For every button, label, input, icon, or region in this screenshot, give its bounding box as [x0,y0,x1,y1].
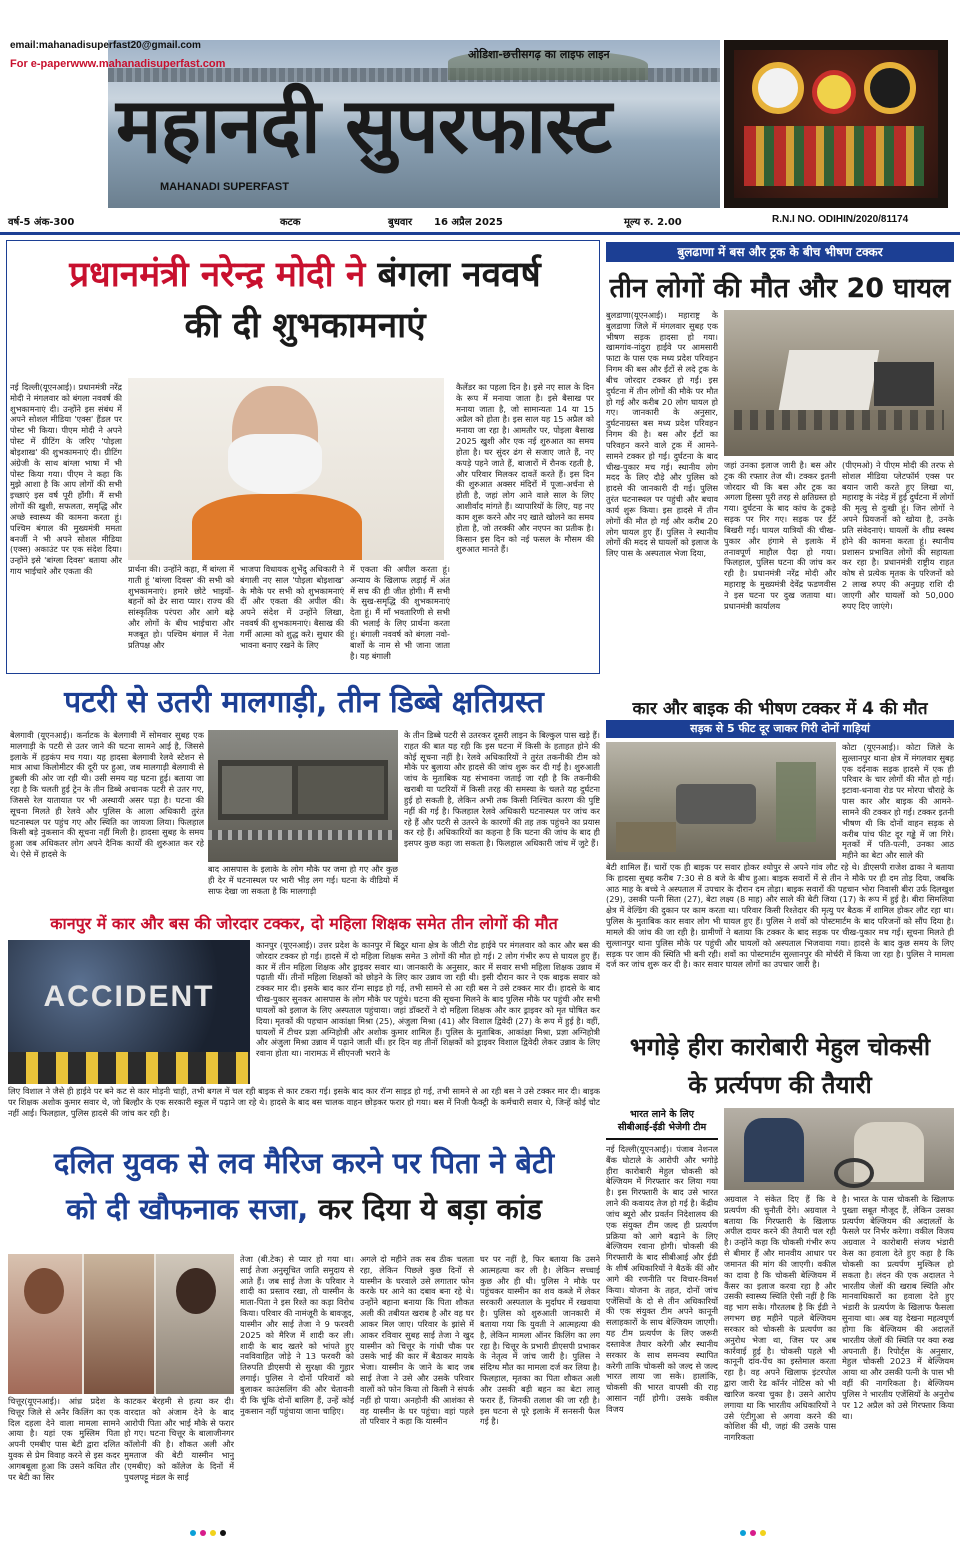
story-derail-col-3: के तीन डिब्बे पटरी से उतरकर दूसरी लाइन के बिल्कुल पास खड़े हैं। राहत की बात यह रही कि इस घटना में किसी के हताहत होने की कोई सूचना नहीं है। रेलवे अधिकारियों ने तुरंत तकनीकी टीम को मौके पर बुलाया और हादसे की जांच शुरू कर दी गई है। शुरुआती जांच के मुताबिक यह संभावना जताई जा रही है कि तकनीकी खराबी या पटरियों में किसी तरह की समस्या के चलते यह दुर्घटना हुई हो सकती है, लेकिन अभी तक किसी निश्चित कारण की पुष्टि नहीं की गई है। फिलहाल रेलवे अधिकारी घटनास्थल पर जांच कर रहे हैं और पटरी से उतरने के कारणों की तह तक पहुंचने का प्रयास कर रहे हैं। अधिकारियों का कहना है कि घटना की जांच के बाद ही इसपर कुछ कहा जा सकता है। फिलहाल अधिकारी जांच में जुटे हैं। [404,730,600,849]
issue-meta-bar [8,212,952,230]
rni-number: R.N.I NO. ODIHIN/2020/81174 [772,214,909,225]
headline-part: बंगला नववर्ष [377,255,541,295]
story-derail-headline: पटरी से उतरी मालगाड़ी, तीन डिब्बे क्षतिग्रस्त [64,685,544,720]
kicker-line: भारत लाने के लिए [630,1109,694,1120]
kicker-line: सीबीआई-ईडी भेजेगी टीम [617,1122,707,1134]
newspaper-title-en: MAHANADI SUPERFAST [160,181,289,193]
story-honour-headline [8,1140,600,1233]
derail-photo [208,730,398,862]
headline-part: प्रधानमंत्री नरेन्द्र मोदी ने [69,255,366,295]
headline-part: दलित युवक से लव मैरिज करने पर पिता ने बेटी [53,1146,555,1180]
story-kanpur-col-1: कानपुर (यूएनआई)। उत्तर प्रदेश के कानपुर में बिठूर थाना क्षेत्र के जीटी रोड हाईवे पर मंगलवार को कार और बस की जोरदार टक्कर हो गई। हादसे में दो महिला शिक्षक समेत 3 लोगों की मौत हो गई। 2 लोग गंभीर रूप से घायल हुए हैं। कार में तीन महिला शिक्षक और ड्राइवर सवार था। जानकारी के अनुसार, कार में सवार सभी महिला शिक्षक उन्नाव में पढ़ाती थीं। तीनों महिला शिक्षकों को छोड़ने के लिए कार उन्नाव जा रही थी। इसी दौरान कार ने एक बाइक सवार को टक्कर मार दी। इसके बाद कार रॉन्ग साइड हो गई, तभी सामने से आ रही बस ने उसे टक्कर मार दी। हादसे के बाद चीख-पुकार सुनकर आसपास के लोग मौके पर पहुंचे। घटना की सूचना मिलने के बाद पुलिस मौके पर पहुंची और सभी घायलों को इलाज के लिए अस्पताल पहुंचाया। जहां डॉक्टरों ने दो महिला शिक्षक और कार ड्राइवर को मृत घोषित कर दिया। मृतकों की पहचान आकांक्षा मिश्रा (25), अंजुला मिश्रा (41) और विशाल द्विवेदी (27) के रूप में हुई है। वहीं, घायलों में टीचर प्रज्ञा अग्निहोत्री और अशोक कुमार शामिल हैं। पुलिस के मुताबिक, आकांक्षा मिश्रा, प्रज्ञा अग्निहोत्री और अंजुला मिश्रा उन्नाव में पढ़ाने जाती थीं। हर दिन वह तीनों शिक्षकों को ड्राइवर विशाल द्विवेदी लेकर उन्नाव के लिए रवाना होता था। नारामऊ में सीएनजी भराने के [256,940,600,1059]
accident-photo [8,940,250,1084]
story-honour-col-5: घर पर नहीं है, फिर बताया कि उसने आत्महत्या कर ली है। लेकिन सच्चाई कुछ और ही थी। पुलिस ने मौके पर पहुंचकर यास्मीन का शव कब्जे में लेकर सरकारी अस्पताल के मुर्दाघर में रखवाया है। पुलिस को शुरुआती जानकारी में बताया गया कि युवती ने आत्महत्या की है, लेकिन मामला ऑनर किलिंग का लग रहा है। चित्तूर के प्रभारी डीएसपी प्रभाकर के नेतृत्व में जांच जारी है। पुलिस ने संदिग्ध मौत का मामला दर्ज कर लिया है। फिलहाल, मृतका का पिता शौकत अली और उसकी बड़ी बहन का बेटा लालू फरार हैं, जिनकी तलाश की जा रही है। इस घटना से पूरे इलाके में सनसनी फैल गई है। [480,1254,600,1427]
day: बुधवार [388,217,413,228]
story-honour-col-1: चित्तूर(यूएनआई)। आंध्र प्रदेश के चित्तूर जिले से अनैर किलिंग का एक दिल दहला देने वाला मामला सामने आया है। यहां एक मुस्लिम पिता अपनी एमबीए पास बेटी द्वारा दलित युवक से प्रेम विवाह करने से इस कदर आगबबूला हुआ कि उसने कथित तौर पर बेटी का सिर [8,1396,120,1482]
price: मूल्य रु. 2.00 [624,217,682,228]
kicker-rule [606,1138,718,1140]
buldhana-photo [724,310,954,456]
story-choksi-col-2: अग्रवाल ने संकेत दिए हैं कि वे प्रत्यर्पण की चुनौती देंगे। अग्रवाल ने बताया कि गिरफ्तारी के खिलाफ अपील दायर करने की तैयारी चल रही है। उन्होंने कहा कि चोकसी गंभीर रूप से बीमार हैं और मानवीय आधार पर जमानत की मांग की जाएगी। वकील का दावा है कि चोकसी बेल्जियम में कैंसर का इलाज करवा रहा है और उसकी स्वास्थ्य स्थिति ऐसी नहीं है कि वह भाग सके। गौरतलब है कि ईडी ने लगभग छह महीने पहले बेल्जियम सरकार को चोकसी के प्रत्यर्पण का अनुरोध भेजा था, जिस पर अब कार्रवाई हुई है। चोकसी पहले भी कानूनी दांव-पेंच का इस्तेमाल करता रहा है। वह अपने खिलाफ इंटरपोल द्वारा जारी रेड कॉर्नर नोटिस को भी खारिज करवा चुका है। उसने आरोप लगाया था कि भारतीय अधिकारियों ने उसे एंटीगुआ से अगवा करने की कोशिश की थी, जहां की उसके पास नागरिकता [724,1194,836,1443]
story-modi-col-5: कैलेंडर का पहला दिन है। इसे नए साल के दिन के रूप में मनाया जाता है। इसे बैसाख पर मनाया जाता है, जो सामान्यतः 14 या 15 अप्रैल को होता है। इस साल यह 15 अप्रैल को मनाया जा रहा है। आमतौर पर, पोइला बैसाख 2025 खुशी और एक नई शुरुआत का समय होता है। घर सुंदर ढंग से सजाए जाते हैं, नए कपड़े पहने जाते हैं, बाजारों में रौनक रहती है, और परिवार मिलकर दावतें करते हैं। इस दिन की शुरुआत अक्सर मंदिरों में पूजा-अर्चना से होती है, जहां लोग आने वाले साल के लिए आशीर्वाद मांगते हैं। व्यापारियों के लिए, यह नए काम शुरू करने और नए खाते खोलने का समय होता है, जो तरक्की और नएपन का प्रतीक है। किसान इस दिन को नई फसल के मौसम की शुरुआत मानते हैं। [456,382,594,555]
headline-part: भगोड़े हीरा कारोबारी मेहुल चोकसी [629,1033,931,1061]
newspaper-title: महानदी सुपरफास्ट [116,81,611,170]
choksi-photo [724,1108,954,1190]
date: 16 अप्रैल 2025 [434,217,503,228]
story-honour-col-3: तेजा (बी.टेक) से प्यार हो गया था। साई तेजा अनुसूचित जाति समुदाय से आते हैं। जब साई तेजा के परिवार ने शादी का प्रस्ताव रखा, तो यास्मीन के माता-पिता ने इस रिश्ते का कड़ा विरोध किया। परिवार की नामंजूरी के बावजूद, यास्मीन और साई तेजा ने 9 फरवरी 2025 को मैरिज में शादी कर ली। शादी के बाद खतरे को भांपते हुए नवविवाहित जोड़े ने 13 फरवरी को तिरुपति डीएसपी से सुरक्षा की गुहार लगाई। पुलिस ने दोनों परिवारों को बुलाकर काउंसलिंग की और चेतावनी दी कि चूंकि दोनों बालिग हैं, उन्हें कोई नुकसान नहीं पहुंचाया जाना चाहिए। [240,1254,354,1416]
story-buldhana-col-1: बुलडाणा(यूएनआई)। महाराष्ट्र के बुलडाणा जिले में मंगलवार सुबह एक भीषण सड़क हादसा हो गया। खामगांव-नांदुरा हाईवे पर आमसारी फाटा के पास एक मध्य प्रदेश परिवहन निगम की बस और ईंटों से लदे ट्रक के बीच जोरदार टक्कर हो गई। इस दुर्घटना में तीन लोगों की मौके पर मौत हो गई और करीब 20 लोग घायल हो गए। जानकारी के अनुसार, दुर्घटनाग्रस्त बस मध्य प्रदेश परिवहन निगम की है। बस और ईंटों का परिवहन करने वाले ट्रक में आमने-सामने टक्कर हो गई। दुर्घटना के बाद चीख-पुकार मच गई। स्थानीय लोग मदद के लिए दौड़े और पुलिस को हादसे की जानकारी दी गई। पुलिस तुरंत घटनास्थल पर पहुंची और बचाव कार्य शुरू किया। इस हादसे में तीन लोगों की मौत हो गई और करीब 20 लोग घायल हुए हैं। पुलिस ने स्थानीय लोगों की मदद से घायलों को इलाज के लिए पास के अस्पताल भेजा दिया, [606,310,718,559]
story-choksi-col-1: नई दिल्ली(यूएनआई)। पंजाब नेशनल बैंक घोटाले के आरोपी और भगोड़े हीरा कारोबारी मेहुल चोकसी को बेल्जियम में गिरफ्तार कर लिया गया है। इस गिरफ्तारी के बाद उसे भारत लाने की कवायद तेज हो गई है। केंद्रीय जांच ब्यूरो और प्रवर्तन निदेशालय की एक संयुक्त टीम जल्द ही प्रत्यर्पण प्रक्रिया को आगे बढ़ाने के लिए बेल्जियम रवाना होगी। चोकसी की गिरफ्तारी के बाद सीबीआई और ईडी के शीर्ष अधिकारियों ने बैठकें कीं और आगे की रणनीति पर विचार-विमर्श किया। योजना के तहत, दोनों जांच एजेंसियों के दो से तीन अधिकारियों की एक संयुक्त टीम अपने कानूनी सलाहकारों के साथ बेल्जियम जाएगी। यह टीम प्रत्यर्पण के लिए जरूरी दस्तावेज तैयार करेगी और स्थानीय सरकार के साथ समन्वय स्थापित करेगी ताकि चोकसी को जल्द से जल्द भारत लाया जा सके। हालांकि, चोकसी की भारत वापसी की राह आसान नहीं होगी। उसके वकील विजय [606,1144,718,1414]
email-line: email:mahanadisuperfast20@gmail.com [10,40,201,51]
story-modi-col-4: में एकता की अपील करता हूं। अन्याय के खिलाफ लड़ाई में अंत में सच की ही जीत होगी। मैं सभी के सुख-समृद्धि की शुभकामनाएं देता हूं। मैं माँ भवतारिणी से सभी की भलाई के लिए प्रार्थना करता हूं। बंगाली नववर्ष को बंगला नवो-बार्शो के नाम से भी जाना जाता है। यह बंगाली [350,564,450,661]
story-modi-col-1: नई दिल्ली(यूएनआई)। प्रधानमंत्री नरेंद्र मोदी ने मंगलवार को बंगला नववर्ष की शुभकामनाएं दी। उन्होंने इस संबंध में अपने सोशल मीडिया 'एक्स' हैंडल पर पोस्ट भी किया। पीएम मोदी ने अपने पोस्ट में ग्रीटिंग के जरिए 'पोइला बोइशाख' की शुभकामनाएं दी। ग्रीटिंग अंग्रेजी के साथ बांग्ला भाषा में भी पोस्ट किया गया। पीएम ने कहा कि मुझे आशा है कि आप लोगों की सभी इच्छाएं इस वर्ष पूरी होंगी। मैं सभी लोगों की खुशी, सफलता, समृद्धि और अच्छे स्वास्थ्य की कामना करता हूं। पश्चिम बंगाल की मुख्यमंत्री ममता बनर्जी ने भी अपने सोशल मीडिया (एक्स) अकाउंट पर एक संदेश दिया। उन्होंने इसे 'बांग्ला दिवस' बताया और गाय भाईचारे और एकता की [10,382,122,577]
subhead-text: सड़क से 5 फीट दूर जाकर गिरी दोनों गाड़ियां [690,722,870,735]
story-derail-caption: बाद आसपास के इलाके के लोग मौके पर जमा हो गए और कुछ ही देर में घटनास्थल पर भारी भीड़ लग गई। घटना के वीडियो में साफ देखा जा सकता है कि मालगाड़ी [208,864,398,896]
couple-photo [8,1254,234,1394]
story-kanpur-headline: कानपुर में कार और बस की जोरदार टक्कर, दो महिला शिक्षक समेत तीन लोगों की मौत [50,914,558,933]
story-choksi-kicker [606,1108,718,1135]
story-choksi-col-3: है। भारत के पास चोकसी के खिलाफ पुख्ता सबूत मौजूद हैं, लेकिन उसका प्रत्यर्पण बेल्जियम की अदालतों के फैसले पर निर्भर करेगा। वकील विजय अग्रवाल ने कारोबारी संजय भंडारी केस का हवाला देते हुए कहा है कि चोकसी का प्रत्यर्पण मुश्किल हो सकता है। लंदन की एक अदालत ने भारतीय जेलों की खराब स्थिति और मानवाधिकारों का हवाला देते हुए भंडारी के प्रत्यर्पण के खिलाफ फैसला सुनाया था। अब यह देखना महत्वपूर्ण होगा कि बेल्जियम की अदालतें भारतीय जेलों की स्थिति पर क्या रुख अपनाती हैं। रिपोर्ट्स के अनुसार, मेहुल चोकसी 2023 में बेल्जियम आया था और उसकी पत्नी के पास भी वहीं की नागरिकता है। बेल्जियम पुलिस ने भारतीय एजेंसियों के अनुरोध पर 12 अप्रैल को उसे गिरफ्तार किया था। [842,1194,954,1421]
story-choksi-headline [606,1028,954,1105]
story-kota-subhead [606,720,954,738]
kicker-text: बुलढाणा में बस और ट्रक के बीच भीषण टक्कर [677,245,883,259]
story-kanpur-col-full: लिए विशाल ने जैसे ही हाईवे पर बने कट से कार मोड़नी चाही, तभी बगल में चल रही बाइक से कार टकरा गई। इसके बाद कार रॉन्ग साइड हो गई, तभी सामने से आ रही बस ने उसे टक्कर मार दी। बाइक पर शिक्षक अशोक कुमार सवार थे, जो बिल्हौर के एक सरकारी स्कूल में पढ़ाने जा रहे थे। हादसे के बाद बस चालक वाहन छोड़कर फरार हो गया। बस में निजी फैक्ट्री के कर्मचारी सवार थे, जिन्हें कोई चोट नहीं आई। फिलहाल, पुलिस हादसे की जांच कर रही है। [8,1086,600,1118]
story-honour-col-4: अगले दो महीने तक सब ठीक चलता रहा, लेकिन पिछले कुछ दिनों से यास्मीन के घरवाले उसे लगातार फोन करके घर आने का दबाव बना रहे थे। उन्होंने बहाना बनाया कि पिता शौकत अली की तबीयत खराब है और वह घर आकर मिल जाए। परिवार के झांसे में आकर रविवार सुबह साई तेजा ने खुद यास्मीन को चित्तूर के गांधी चौक पर उसके भाई की कार में बैठाकर मायके भेजा। यास्मीन के जाने के बाद जब साई तेजा ने उसे और उसके परिवार वालों को फोन किया तो किसी ने संपर्क नहीं हो पाया। अनहोनी की आशंका से वह यास्मीन के घर पहुंचा। वहां पहले तो परिवार ने कहा कि यास्मीन [360,1254,474,1427]
story-buldhana-col-2: जहां उनका इलाज जारी है। बस और ट्रक की रफ्तार तेज थी। टक्कर इतनी जोरदार थी कि बस और ट्रक का अगला हिस्सा पूरी तरह से क्षतिग्रस्त हो गया। दुर्घटना के बाद कांच के टुकड़े सड़क पर गिर गए। सड़क पर ईंटें बिखरी गईं। घायल यात्रियों की चीख-पुकार और हंगामे से इलाके में तनावपूर्ण माहौल पैदा हो गया। फिलहाल, पुलिस घटना की जांच कर रही है। प्रधानमंत्री नरेंद्र मोदी और महाराष्ट्र के मुख्यमंत्री देवेंद्र फडणवीस ने इस घटना पर दुख जताया था। प्रधानमंत्री कार्यालय [724,460,836,611]
modi-photo [128,378,444,560]
story-buldhana-col-3: (पीएमओ) ने पीएम मोदी की तरफ से सोशल मीडिया प्लेटफॉर्म एक्स पर बयान जारी करते हुए लिखा था, महाराष्ट्र के नंदेड़ में हुई दुर्घटना में लोगों की मृत्यु से दुःखी हूं। जिन लोगों ने अपने प्रियजनों को खोया है, उनके प्रति संवेदनाएं। घायलों के शीघ्र स्वस्थ होने की कामना करता हूं। स्थानीय प्रशासन प्रभावित लोगों की सहायता कर रहा है। प्रधानमंत्री राष्ट्रीय राहत कोष से प्रत्येक मृतक के परिजनों को 2 लाख रुपए की अनुग्रह राशि दी जाएगी और घायलों को 50,000 रुपए दिए जाएंगे। [842,460,954,611]
story-buldhana-headline: तीन लोगों की मौत और 20 घायल [609,273,951,304]
headline-part: के प्रर्त्यपण की तैयारी [688,1071,872,1100]
story-modi-col-3: भाजपा विधायक शुभेंदु अधिकारी ने बंगाली नए साल 'पोइला बोइशाख' के मौके पर सभी को शुभकामनाएं दीं और एकता की अपील की। अपने संदेश में उन्होंने लिखा, नववर्ष की शुभकामनाएं। बैसाख की गर्मी आत्मा को शुद्ध करे। सुधार की भावना बनाए रखने के लिए [240,564,344,650]
story-derail-col-1: बेलगावी (यूएनआई)। कर्नाटक के बेलगावी में सोमवार सुबह एक मालगाड़ी के पटरी से उतर जाने की घटना सामने आई है, जिससे इलाके में हड़कंप मच गया। यह हादसा बेलगावी रेलवे स्टेशन से मात्र आधा किलोमीटर की दूरी पर हुआ, जब मालगाड़ी बेलगावी से हुबली की ओर जा रही थी। उसी समय यह घटना हुई। बताया जा रहा है कि चलती हुई ट्रेन के तीन डिब्बे अचानक पटरी से उतर गए, जिससे रेल यातायात पर भी अस्थायी असर पड़ा है। घटना की सूचना मिलते ही रेलवे और पुलिस के आला अधिकारी तुरंत घटनास्थल पर पहुंच गए और स्थिति का जायजा लिया। फिलहाल किसी बड़े नुकसान की सूचना नहीं मिली है। हादसा सुबह के समय हुआ जब अधिकतर लोग अपने दैनिक कार्यों की शुरुआत कर रहे थे। ऐसे में हादसे के [10,730,204,860]
tagline: ओडिशा-छत्तीसगढ़ का लाइफ लाइन [468,48,610,61]
story-honour-col-2: काटकर बेरहमी से हत्या कर दी। वारदात को अंजाम देने के बाद आरोपी पिता और भाई मौके से फरार हो गए। घटना चित्तूर के बालाजीनगर कॉलोनी की है। शौकत अली और मुमताज की बेटी यास्मीन भानु (एमबीए) को कॉलेज के दिनों में पुथलपट्टू मंडल के साई [124,1396,234,1482]
masthead [0,0,960,234]
epaper-line: For e-paperwww.mahanadisuperfast.com [10,58,226,70]
story-kota-body: बेटी शामिल हैं। चारों एक ही बाइक पर सवार होकर श्योपुर से अपने गांव लौट रहे थे। डीएसपी राजेश ढाका ने बताया कि हादसा सुबह करीब 7:30 से 8 बजे के बीच हुआ। बाइक सवारों में से तीन ने मौके पर ही दम तोड़ दिया, जबकि आठ माह के बच्चे ने अस्पताल में उपचार के दौरान दम तोड़ा। बाइक सवारों की पहचान भोरा निवासी बीरा उर्फ दिलखुश (29), उसकी पत्नी सिता (27), बेटा लक्ष्य (8 माह) और साले की बेटी जिया (17) के रूप में हुई है। बीरा सिमलिया क्षेत्र में वेल्डिंग की दुकान पर काम करता था। परिवार किसी रिश्तेदार की मृत्यु पर बैठक में शामिल होकर लौट रहा था। पुलिस के मुताबिक कार सवार लोग भी घायल हुए हैं। पुलिस ने शवों को पोस्टमार्टम के बाद परिजनों को सौंप दिया है। मामले की जांच की जा रही है। ग्रामीणों ने बताया कि टक्कर के बाद सड़क पर चीख-पुकार मच गई। सूचना मिलते ही सुल्तानपुर थाना पुलिस मौके पर पहुंची और घायलों को अस्पताल भिजवाया गया। हादसे के बाद कुछ समय के लिए सड़क पर जाम की स्थिति भी बनी रही। शवों का पोस्टमार्टम सुल्तानपुर की मोर्चरी में किया जा रहा है। पुलिस ने मामला दर्ज कर जांच शुरू कर दी है। कार सवार घायल लोगों का उपचार जारी है। [606,862,954,970]
print-registration-marks [190,1530,770,1538]
headline-part: को दी खौफनाक सजा, [66,1192,309,1227]
kota-photo [606,742,836,860]
deity-image [724,40,948,208]
issue-number: वर्ष-5 अंक-300 [8,217,75,228]
story-kota-headline: कार और बाइक की भीषण टक्कर में 4 की मौत [632,699,928,719]
story-kota-col-1: कोटा (यूएनआई)। कोटा जिले के सुल्तानपुर थाना क्षेत्र में मंगलवार सुबह एक दर्दनाक सड़क हादसे में एक ही परिवार के चार लोगों की मौत हो गई। इटावा-धनावा रोड पर मोरपा चौराहे के पास कार और बाइक की आमने-सामने की टक्कर हो गई। टक्कर इतनी भीषण थी कि दोनों वाहन सड़क से करीब पांच फीट दूर गड्ढे में जा गिरे। मृतकों में पति-पत्नी, उनका आठ महीने का बेटा और साले की [842,742,954,860]
accident-photo-label: ACCIDENT [43,980,215,1013]
headline-part: की दी शुभकामनाएं [184,305,426,346]
headline-part: कर दिया ये बड़ा कांड [318,1192,542,1227]
city: कटक [280,217,301,228]
masthead-rule [0,232,960,235]
story-buldhana-kicker [606,242,954,262]
story-modi-headline [10,250,600,352]
story-modi-col-2: प्रार्थना की। उन्होंने कहा, मैं बांग्ला में गाती हूं 'बांग्ला दिवस' की सभी को शुभकामनाएं। हमारे छोटे भाइयों-बहनों को ढेर सारा प्यार। राज्य की सांस्कृतिक परंपरा और आगे बढ़े और लोगों के बीच भाईचारा और मजबूत हो। पश्चिम बंगाल में नेता प्रतिपक्ष और [128,564,234,650]
